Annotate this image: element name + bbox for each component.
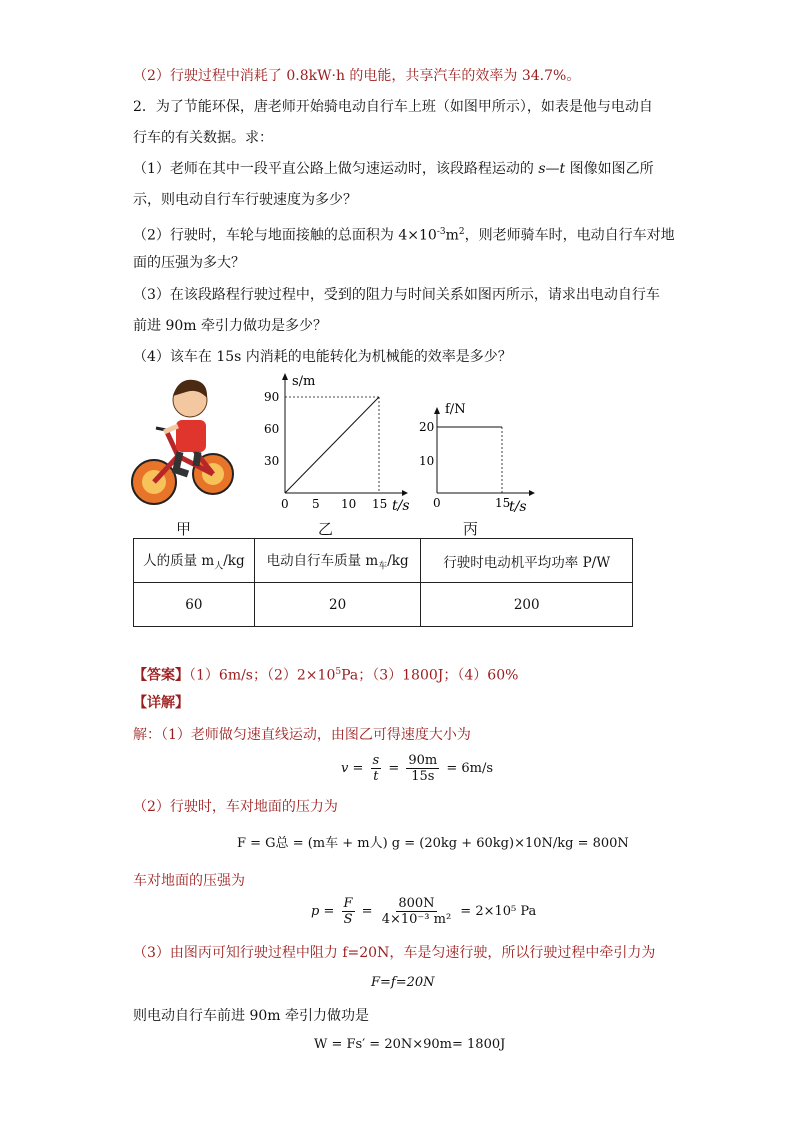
question-1-line-2: 示，则电动自行车行驶速度为多少？ [133,192,357,208]
equation-force: F = G总 = (m车 + m人) g = (20kg + 60kg)×10N/kg = 800N [237,836,629,851]
figure-label-yi: 乙 [318,520,334,538]
y-axis-arrow [434,407,440,414]
table-header-row [134,539,633,583]
equation-work: W = Fs′ = 20N×90m= 1800J [314,1037,506,1052]
x-tick-0: 0 [433,496,441,510]
x-tick-0: 0 [281,497,289,511]
x-tick-10: 10 [341,497,357,511]
value-bike-mass: 20 [254,583,421,627]
y-tick-90: 90 [264,390,280,404]
figure-label-bing: 丙 [463,520,479,538]
question-intro-2: 行车的有关数据。求： [133,130,273,146]
header-bike-mass: 电动自行车质量 $m_车/kg$ [254,539,421,583]
solution-step-2: （2）行驶时，车对地面的压力为 [133,799,338,815]
y-tick-60: 60 [264,422,280,436]
solution-step-1: 解：（1）老师做匀速直线运动，由图乙可得速度大小为 [133,727,471,743]
header-power: 行驶时电动机平均功率 P/W [421,539,633,583]
figure-label-jia: 甲 [176,520,192,538]
detail-label: 【详解】 [133,695,189,711]
chart-f-t [415,390,537,516]
previous-answer-line: （2）行驶过程中消耗了 0.8kW·h 的电能，共享汽车的效率为 34.7%。 [133,68,581,84]
y-tick-30: 30 [264,454,280,468]
x-axis-arrow [402,490,408,496]
y-axis-label: s/m [292,374,316,389]
x-tick-5: 5 [312,497,320,511]
x-axis-label: t/s [509,499,527,515]
boy-on-bicycle-illustration [128,370,238,515]
s-t-line [285,397,379,493]
value-person-mass: 60 [134,583,255,627]
question-1-line-1: （1）老师在其中一段平直公路上做匀速运动时，该段路程运动的 s—t 图像如图乙所 [133,161,654,177]
solution-step-5: 则电动自行车前进 90m 牵引力做功是 [133,1008,369,1024]
y-axis-label: f/N [445,402,466,417]
y-tick-10: 10 [419,454,435,468]
equation-pressure: p = $\frac{F}{S}$ = $\frac{800N}{\text{4×10⁻³ m²}}$ = 2×10⁵ Pa [311,896,537,927]
value-power: 200 [421,583,633,627]
solution-step-4: （3）由图丙可知行驶过程中阻力 f=20N，车是匀速行驶，所以行驶过程中牵引力为 [133,945,656,961]
header-person-mass: 人的质量 $m_人/kg$ [134,539,255,583]
bicycle-data-table [133,538,633,627]
question-4-line: （4）该车在 15s 内消耗的电能转化为机械能的效率是多少？ [133,349,512,365]
x-axis-label: t/s [392,498,410,514]
y-tick-20: 20 [419,420,435,434]
x-tick-15: 15 [372,497,388,511]
question-3-line-1: （3）在该段路程行驶过程中，受到的阻力与时间关系如图丙所示，请求出电动自行车 [133,287,660,303]
equation-traction: F=f=20N [371,975,435,990]
y-axis-arrow [282,373,288,380]
table-row [134,583,633,627]
question-3-line-2: 前进 90m 牵引力做功是多少？ [133,318,327,334]
question-intro-1: 2．为了节能环保，唐老师开始骑电动自行车上班（如图甲所示），如表是他与电动自 [133,99,653,115]
chart-s-t [262,368,410,516]
question-2-line-1: （2）行驶时，车轮与地面接触的总面积为 $4\times 10^{-3}m^2$，则老师骑车时，电动自行车对地 [133,227,675,244]
x-axis-arrow [529,490,535,496]
x-tick-15: 15 [495,496,511,510]
question-2-line-2: 面的压强为多大？ [133,255,245,271]
answer-line: 【答案】（1）6m/s；$(2)2\times 10^5Pa$；（3）1800J；（4）60% [133,667,519,684]
equation-velocity: v = $\frac{s}{t}$ = $\frac{90m}{15s}$ = 6m/s [341,753,494,784]
solution-step-3: 车对地面的压强为 [133,873,245,889]
